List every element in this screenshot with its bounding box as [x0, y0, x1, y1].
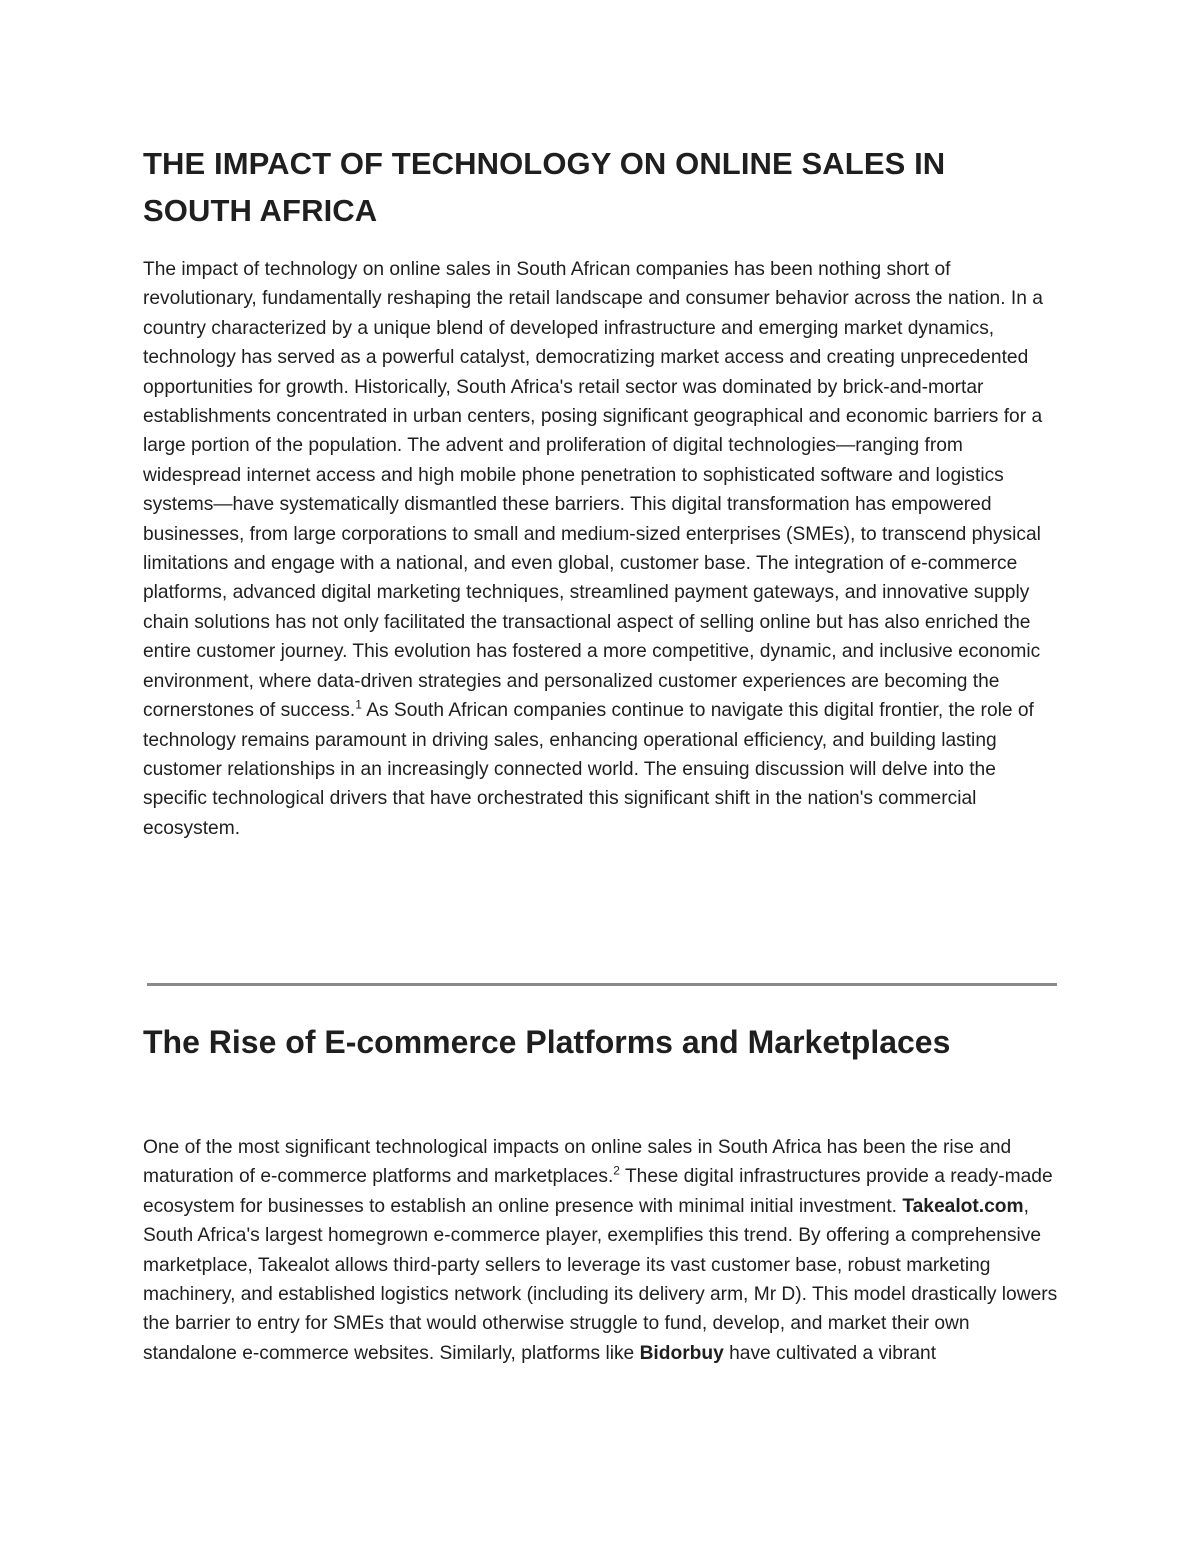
section-text-3: , South Africa's largest homegrown e-commerce player, exemplifies this trend. By offering a comprehensive marketplace, Takealot allows third-party sellers to leverage its vast customer base, robust marketing machinery, and established logistics network (including its delivery arm, Mr D). This model drastically lowers the barrier to entry for SMEs that would otherwise struggle to fund, develop, and market their own standalone e-commerce websites. Similarly, platforms like — [143, 1195, 1058, 1364]
section-divider — [147, 983, 1057, 986]
document-title: THE IMPACT OF TECHNOLOGY ON ONLINE SALES IN SOUTH AFRICA — [143, 146, 946, 228]
section-text-2: These digital infrastructures provide a ready-made ecosystem for businesses to establish an online presence with minimal initial investment. — [143, 1166, 1053, 1217]
intro-paragraph — [143, 255, 1058, 843]
takealot-link[interactable]: Takealot.com — [902, 1195, 1024, 1217]
intro-text-continued: As South African companies continue to navigate this digital frontier, the role of technology remains paramount in driving sales, enhancing operational efficiency, and building lasting customer relationships in an increasingly connected world. The ensuing discussion will delve into the specific technological drivers that have orchestrated this significant shift in the nation's commercial ecosystem. — [143, 700, 1034, 839]
intro-text: The impact of technology on online sales in South African companies has been nothing short of revolutionary, fundamentally reshaping the retail landscape and consumer behavior across the nation. In a country characterized by a unique blend of developed infrastructure and emerging market dynamics, technology has served as a powerful catalyst, democratizing market access and creating unprecedented opportunities for growth. Historically, South Africa's retail sector was dominated by brick-and-mortar establishments concentrated in urban centers, posing significant geographical and economic barriers for a large portion of the population. The advent and proliferation of digital technologies—ranging from widespread internet access and high mobile phone penetration to sophisticated software and logistics systems—have systematically dismantled these barriers. This digital transformation has empowered businesses, from large corporations to small and medium-sized enterprises (SMEs), to transcend physical limitations and engage with a national, and even global, customer base. The integration of e-commerce platforms, advanced digital marketing techniques, streamlined payment gateways, and innovative supply chain solutions has not only facilitated the transactional aspect of selling online but has also enriched the entire customer journey. This evolution has fostered a more competitive, dynamic, and inclusive economic environment, where data-driven strategies and personalized customer experiences are becoming the cornerstones of success. — [143, 259, 1043, 722]
footnote-ref-1[interactable]: 1 — [355, 697, 362, 712]
section-heading: The Rise of E-commerce Platforms and Marketplaces — [143, 1024, 951, 1060]
bidorbuy-link[interactable]: Bidorbuy — [639, 1342, 724, 1364]
section-paragraph — [143, 1133, 1058, 1368]
section-text-4: have cultivated a vibrant — [723, 1342, 937, 1364]
section-text-1: One of the most significant technological impacts on online sales in South Africa has been the rise and maturation of e-commerce platforms and marketplaces. — [143, 1137, 1012, 1188]
footnote-ref-2[interactable]: 2 — [613, 1164, 620, 1179]
